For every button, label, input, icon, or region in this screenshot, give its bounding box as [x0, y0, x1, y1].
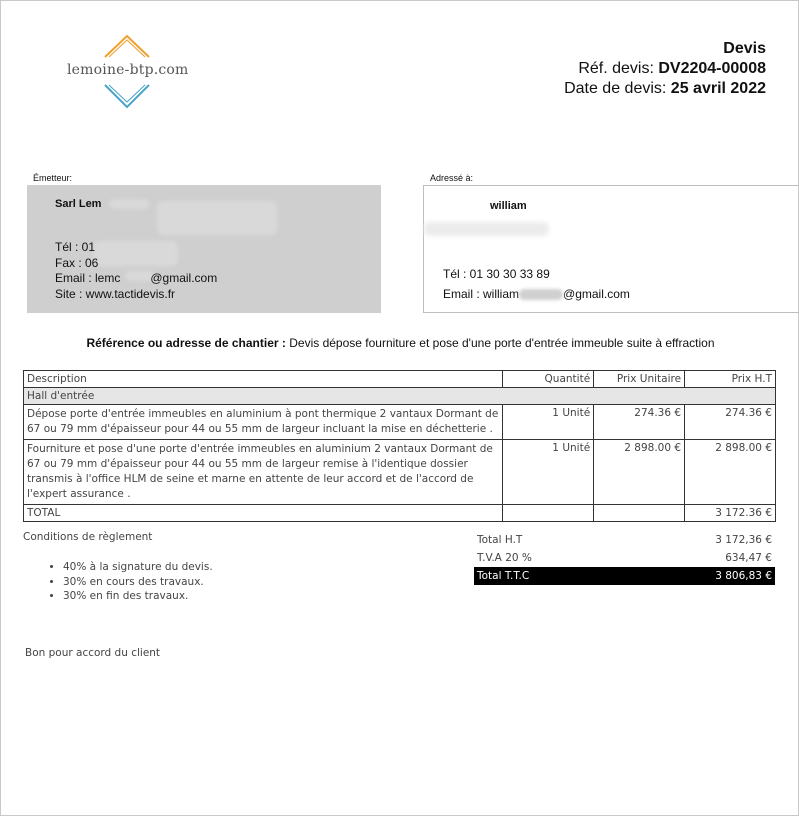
quote-ref: Réf. devis: DV2204-00008 [578, 60, 766, 77]
row-quantity: 1 Unité [503, 405, 594, 440]
quote-header [564, 39, 766, 99]
site-reference [1, 336, 799, 350]
conditions-list [23, 560, 213, 604]
list-item: • 30% en cours des travaux. [63, 575, 213, 590]
site-reference-text: Devis dépose fourniture et pose d'une porte d'entrée immeuble suite à effraction [289, 336, 715, 350]
doc-title: Devis [723, 40, 766, 57]
logo-text: lemoine-btp.com [67, 62, 189, 78]
emitter-fax: Fax : 06 [55, 255, 99, 270]
list-item: • 40% à la signature du devis. [63, 560, 213, 575]
emitter-tel: Tél : 01 [55, 240, 96, 254]
col-unit-price: Prix Unitaire [594, 371, 685, 388]
emitter-name: Sarl Lem [55, 198, 102, 210]
recipient-box [423, 185, 799, 313]
row-total: 2 898.00 € [685, 440, 776, 505]
tva-row: T.V.A 20 % 634,47 € [477, 552, 772, 564]
table-row [24, 440, 776, 505]
total-value: 3 172.36 € [685, 505, 776, 522]
col-quantity: Quantité [503, 371, 594, 388]
conditions-title: Conditions de règlement [23, 531, 153, 543]
quote-date: Date de devis: 25 avril 2022 [564, 80, 766, 97]
emitter-details [55, 240, 217, 302]
recipient-tel: Tél : 01 30 30 33 89 [443, 267, 550, 281]
row-description: Dépose porte d'entrée immeubles en aluminium à pont thermique 2 vantaux Dormant de 67 ou 79 mm d'épaisseur pour 44 ou 55 mm de largeur incluant la mise en déchetterie . [24, 405, 503, 440]
client-approval: Bon pour accord du client [25, 647, 161, 659]
quote-date-value: 25 avril 2022 [670, 80, 766, 97]
recipient-email: Email : william @gmail.com [443, 287, 630, 301]
redaction [157, 201, 277, 235]
col-total-ht: Prix H.T [685, 371, 776, 388]
company-logo [63, 35, 193, 111]
items-table [23, 370, 776, 522]
payment-conditions [23, 531, 213, 604]
row-description: Fourniture et pose d'une porte d'entrée immeubles en aluminium 2 vantaux Dormant de 67 ou 79 mm d'épaisseur pour 44 ou 55 mm de largeur remise à l'identique dossier transmis à l'office HLM de seine et marne en attente de leur accord et de l'accord de l'expert assurance . [24, 440, 503, 505]
recipient-details [443, 264, 630, 304]
recipient-label: Adressé à: [430, 173, 474, 183]
redaction [109, 199, 149, 209]
row-quantity: 1 Unité [503, 440, 594, 505]
section-row [24, 388, 776, 405]
row-total: 274.36 € [685, 405, 776, 440]
recipient-name: william [490, 200, 527, 212]
row-unit-price: 274.36 € [594, 405, 685, 440]
col-description: Description [24, 371, 503, 388]
section-title: Hall d'entrée [24, 388, 776, 405]
site-reference-label: Référence ou adresse de chantier : [86, 336, 286, 350]
emitter-email: Email : lemc @gmail.com [55, 271, 218, 285]
table-row [24, 405, 776, 440]
table-total-row [24, 505, 776, 522]
emitter-label: Émetteur: [33, 173, 73, 183]
emitter-box [27, 185, 381, 313]
emitter-site: Site : www.tactidevis.fr [55, 286, 176, 301]
totals-block [474, 531, 775, 585]
quote-ref-value: DV2204-00008 [658, 60, 766, 77]
list-item: • 30% en fin des travaux. [63, 589, 213, 604]
total-ht-row: Total H.T 3 172,36 € [477, 534, 772, 546]
total-label: TOTAL [24, 505, 503, 522]
table-header-row [24, 371, 776, 388]
redaction [424, 222, 549, 236]
row-unit-price: 2 898.00 € [594, 440, 685, 505]
total-ttc-row: Total T.T.C 3 806,83 € [474, 567, 775, 585]
